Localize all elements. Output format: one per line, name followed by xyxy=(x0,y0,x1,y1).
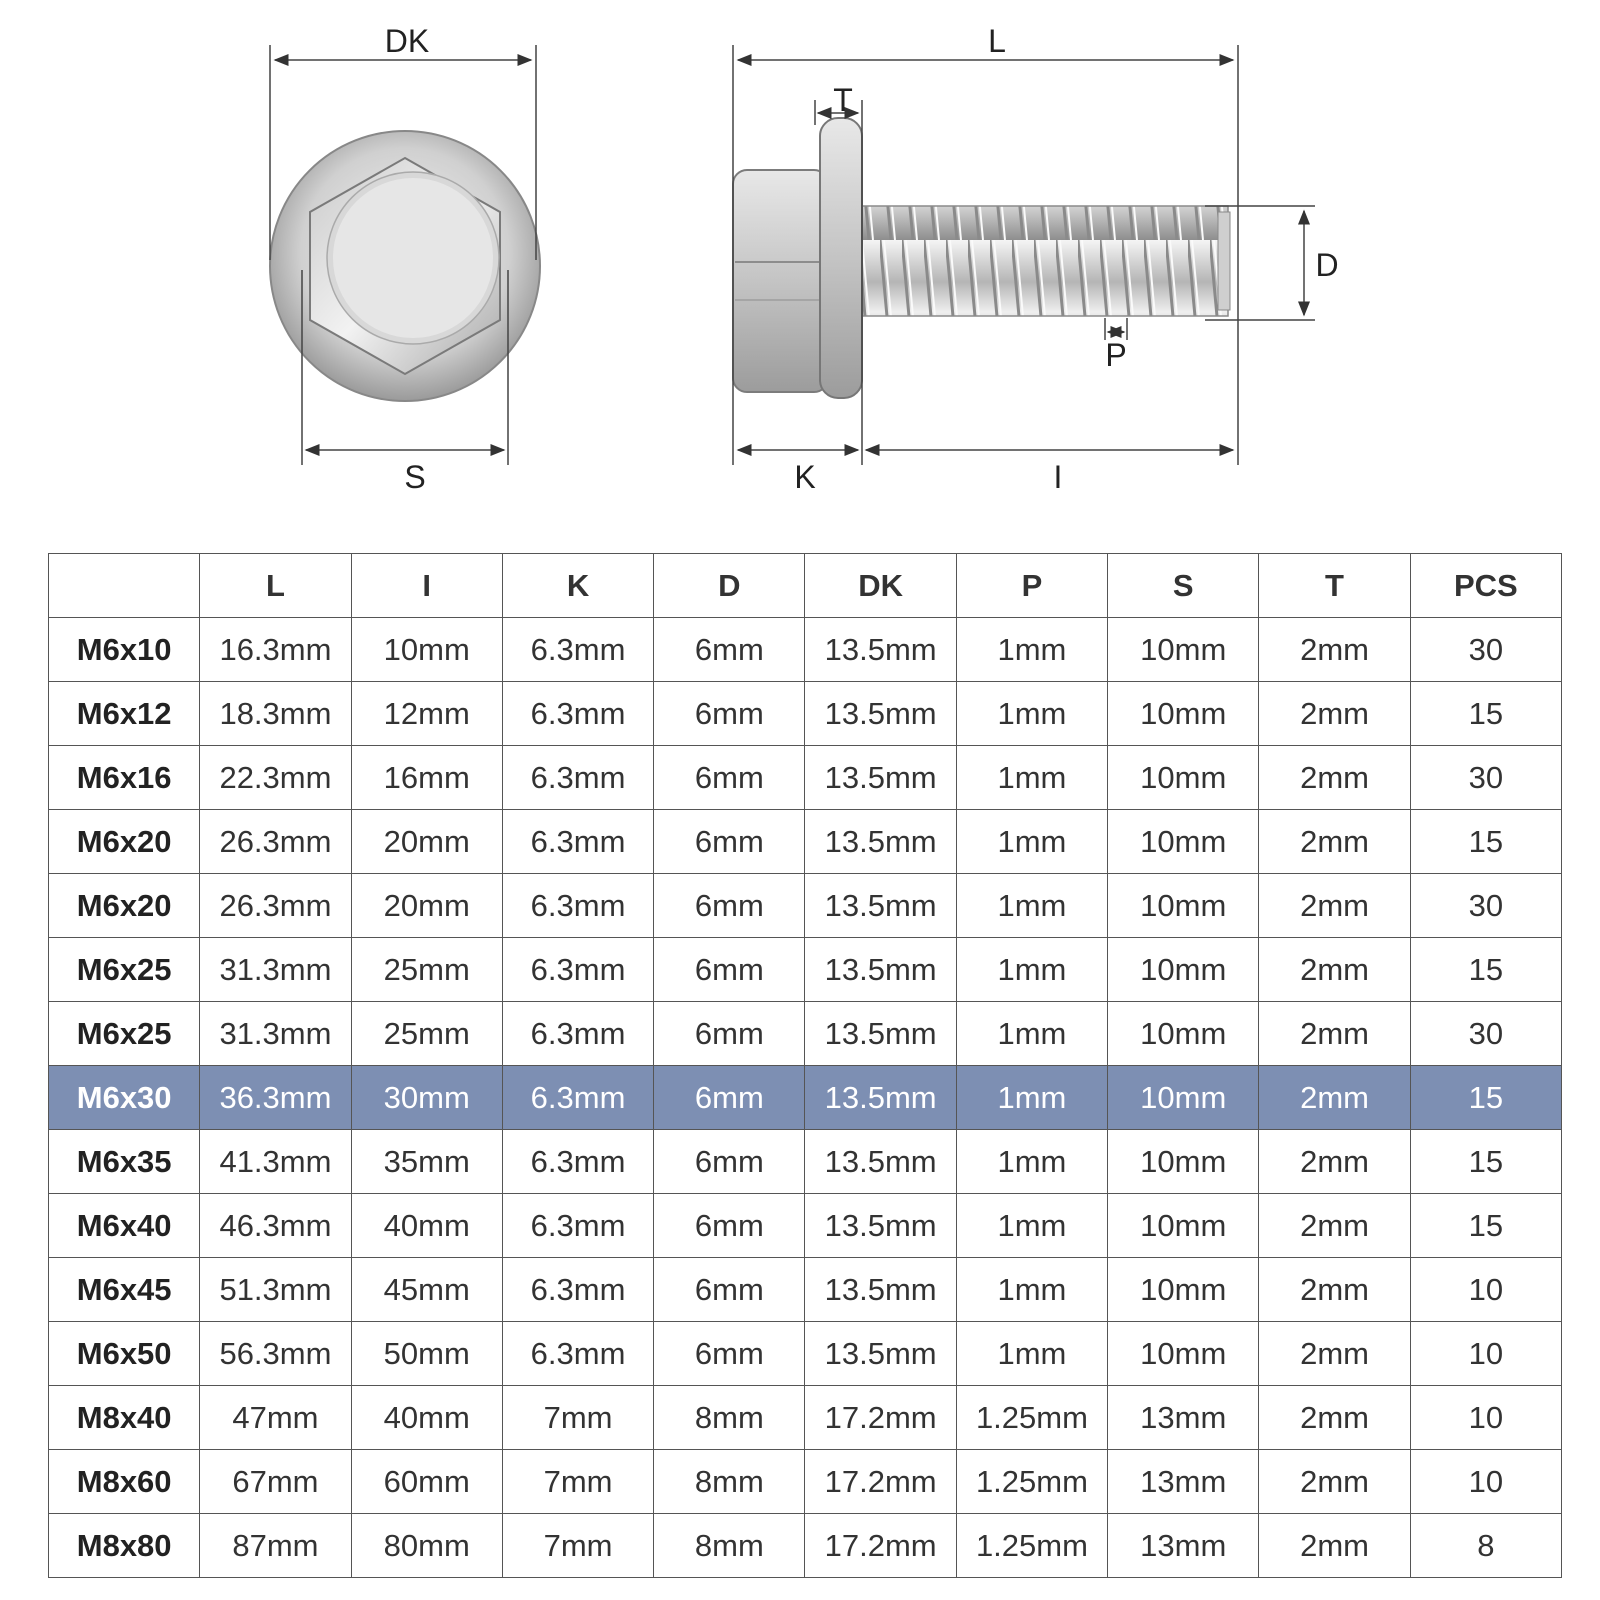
spec-table-container xyxy=(48,553,1562,1578)
table-cell: 2mm xyxy=(1259,810,1410,874)
table-cell: 6mm xyxy=(654,682,805,746)
column-header: I xyxy=(351,554,502,618)
table-cell: 8mm xyxy=(654,1514,805,1578)
table-cell: 6mm xyxy=(654,746,805,810)
table-cell: 2mm xyxy=(1259,1194,1410,1258)
table-cell: 12mm xyxy=(351,682,502,746)
table-cell: 10mm xyxy=(1108,1194,1259,1258)
table-cell: 15 xyxy=(1410,1130,1561,1194)
table-cell: 6.3mm xyxy=(502,682,653,746)
label-dk: DK xyxy=(384,23,430,59)
table-cell: 1mm xyxy=(956,938,1107,1002)
table-cell: 7mm xyxy=(502,1514,653,1578)
table-cell: 13mm xyxy=(1108,1450,1259,1514)
table-cell: 80mm xyxy=(351,1514,502,1578)
table-cell: 18.3mm xyxy=(200,682,351,746)
table-cell: 1mm xyxy=(956,1322,1107,1386)
table-cell: 2mm xyxy=(1259,682,1410,746)
table-cell: 6.3mm xyxy=(502,1322,653,1386)
table-cell: 2mm xyxy=(1259,1258,1410,1322)
table-cell: 6mm xyxy=(654,1130,805,1194)
bolt-top-view xyxy=(270,131,540,401)
table-cell: 16.3mm xyxy=(200,618,351,682)
column-header: T xyxy=(1259,554,1410,618)
table-row xyxy=(49,1450,1562,1514)
table-cell: 6mm xyxy=(654,874,805,938)
table-cell: 35mm xyxy=(351,1130,502,1194)
row-model-cell: M6x25 xyxy=(49,1002,200,1066)
table-cell: 10mm xyxy=(1108,810,1259,874)
table-cell: 2mm xyxy=(1259,1130,1410,1194)
table-cell: 1mm xyxy=(956,1066,1107,1130)
table-cell: 1.25mm xyxy=(956,1450,1107,1514)
table-cell: 8mm xyxy=(654,1386,805,1450)
table-cell: 6.3mm xyxy=(502,1066,653,1130)
table-cell: 13.5mm xyxy=(805,1322,956,1386)
bolt-side-view xyxy=(733,118,1230,398)
table-cell: 10mm xyxy=(1108,682,1259,746)
table-cell: 2mm xyxy=(1259,618,1410,682)
table-cell: 2mm xyxy=(1259,1514,1410,1578)
table-cell: 7mm xyxy=(502,1450,653,1514)
table-row xyxy=(49,1514,1562,1578)
table-cell: 20mm xyxy=(351,874,502,938)
table-cell: 2mm xyxy=(1259,1322,1410,1386)
table-cell: 51.3mm xyxy=(200,1258,351,1322)
table-row xyxy=(49,1322,1562,1386)
table-cell: 6.3mm xyxy=(502,1130,653,1194)
table-cell: 31.3mm xyxy=(200,1002,351,1066)
table-cell: 2mm xyxy=(1259,1066,1410,1130)
table-row xyxy=(49,874,1562,938)
row-model-cell: M6x35 xyxy=(49,1130,200,1194)
column-header: S xyxy=(1108,554,1259,618)
table-cell: 10mm xyxy=(351,618,502,682)
table-row xyxy=(49,1194,1562,1258)
table-cell: 2mm xyxy=(1259,938,1410,1002)
table-cell: 30 xyxy=(1410,746,1561,810)
table-cell: 6.3mm xyxy=(502,810,653,874)
table-cell: 1mm xyxy=(956,874,1107,938)
table-header-row xyxy=(49,554,1562,618)
table-cell: 13.5mm xyxy=(805,618,956,682)
table-cell: 15 xyxy=(1410,682,1561,746)
table-cell: 10mm xyxy=(1108,1322,1259,1386)
table-cell: 26.3mm xyxy=(200,810,351,874)
label-p: P xyxy=(1105,337,1127,373)
table-cell: 6.3mm xyxy=(502,1258,653,1322)
table-row xyxy=(49,1002,1562,1066)
row-model-cell: M6x12 xyxy=(49,682,200,746)
table-cell: 1mm xyxy=(956,746,1107,810)
table-row xyxy=(49,1066,1562,1130)
table-cell: 1.25mm xyxy=(956,1514,1107,1578)
table-cell: 13.5mm xyxy=(805,938,956,1002)
table-cell: 1mm xyxy=(956,1002,1107,1066)
table-cell: 36.3mm xyxy=(200,1066,351,1130)
table-cell: 50mm xyxy=(351,1322,502,1386)
row-model-cell: M6x20 xyxy=(49,874,200,938)
table-cell: 6.3mm xyxy=(502,618,653,682)
table-cell: 6mm xyxy=(654,1258,805,1322)
table-cell: 13.5mm xyxy=(805,1258,956,1322)
label-d: D xyxy=(1315,247,1339,283)
table-cell: 30 xyxy=(1410,618,1561,682)
table-cell: 40mm xyxy=(351,1194,502,1258)
table-cell: 10mm xyxy=(1108,1066,1259,1130)
row-model-cell: M6x10 xyxy=(49,618,200,682)
table-cell: 1mm xyxy=(956,682,1107,746)
table-cell: 67mm xyxy=(200,1450,351,1514)
table-cell: 6mm xyxy=(654,938,805,1002)
table-cell: 6.3mm xyxy=(502,746,653,810)
table-cell: 10mm xyxy=(1108,1258,1259,1322)
table-cell: 17.2mm xyxy=(805,1514,956,1578)
column-header: D xyxy=(654,554,805,618)
row-model-cell: M6x20 xyxy=(49,810,200,874)
table-cell: 6mm xyxy=(654,1194,805,1258)
table-cell: 2mm xyxy=(1259,1386,1410,1450)
table-cell: 2mm xyxy=(1259,1002,1410,1066)
table-cell: 1mm xyxy=(956,618,1107,682)
table-cell: 10 xyxy=(1410,1386,1561,1450)
table-row xyxy=(49,1130,1562,1194)
column-header: DK xyxy=(805,554,956,618)
row-model-cell: M6x50 xyxy=(49,1322,200,1386)
table-cell: 31.3mm xyxy=(200,938,351,1002)
table-cell: 6.3mm xyxy=(502,874,653,938)
table-cell: 6mm xyxy=(654,1066,805,1130)
row-model-cell: M8x80 xyxy=(49,1514,200,1578)
label-k: K xyxy=(794,459,816,495)
table-cell: 10mm xyxy=(1108,746,1259,810)
table-cell: 2mm xyxy=(1259,746,1410,810)
table-row xyxy=(49,938,1562,1002)
table-row xyxy=(49,682,1562,746)
table-row xyxy=(49,1386,1562,1450)
table-cell: 10 xyxy=(1410,1258,1561,1322)
table-cell: 45mm xyxy=(351,1258,502,1322)
row-model-cell: M6x16 xyxy=(49,746,200,810)
table-cell: 13.5mm xyxy=(805,874,956,938)
table-cell: 6.3mm xyxy=(502,938,653,1002)
table-cell: 46.3mm xyxy=(200,1194,351,1258)
table-cell: 10mm xyxy=(1108,618,1259,682)
table-cell: 13.5mm xyxy=(805,810,956,874)
row-model-cell: M8x40 xyxy=(49,1386,200,1450)
table-cell: 30 xyxy=(1410,1002,1561,1066)
table-row xyxy=(49,618,1562,682)
table-cell: 6mm xyxy=(654,1002,805,1066)
table-cell: 7mm xyxy=(502,1386,653,1450)
table-cell: 10mm xyxy=(1108,1130,1259,1194)
table-cell: 6.3mm xyxy=(502,1194,653,1258)
table-cell: 41.3mm xyxy=(200,1130,351,1194)
table-cell: 30mm xyxy=(351,1066,502,1130)
spec-table xyxy=(48,553,1562,1578)
table-cell: 17.2mm xyxy=(805,1450,956,1514)
column-header: P xyxy=(956,554,1107,618)
label-s: S xyxy=(404,459,426,495)
table-cell: 10mm xyxy=(1108,874,1259,938)
table-cell: 13.5mm xyxy=(805,1002,956,1066)
row-model-cell: M6x25 xyxy=(49,938,200,1002)
row-model-cell: M6x30 xyxy=(49,1066,200,1130)
table-cell: 6mm xyxy=(654,618,805,682)
table-cell: 6mm xyxy=(654,810,805,874)
table-cell: 13.5mm xyxy=(805,1066,956,1130)
table-cell: 17.2mm xyxy=(805,1386,956,1450)
label-t: T xyxy=(833,82,853,118)
table-cell: 13.5mm xyxy=(805,682,956,746)
column-header: K xyxy=(502,554,653,618)
row-model-cell: M6x40 xyxy=(49,1194,200,1258)
table-cell: 2mm xyxy=(1259,874,1410,938)
table-cell: 15 xyxy=(1410,938,1561,1002)
table-cell: 87mm xyxy=(200,1514,351,1578)
table-cell: 10mm xyxy=(1108,938,1259,1002)
table-cell: 16mm xyxy=(351,746,502,810)
table-cell: 1.25mm xyxy=(956,1386,1107,1450)
table-cell: 15 xyxy=(1410,1194,1561,1258)
label-l: L xyxy=(988,23,1006,59)
table-cell: 13mm xyxy=(1108,1386,1259,1450)
table-cell: 22.3mm xyxy=(200,746,351,810)
table-cell: 25mm xyxy=(351,1002,502,1066)
table-cell: 15 xyxy=(1410,810,1561,874)
table-cell: 6.3mm xyxy=(502,1002,653,1066)
table-cell: 15 xyxy=(1410,1066,1561,1130)
row-model-cell: M8x60 xyxy=(49,1450,200,1514)
table-body xyxy=(49,618,1562,1578)
table-cell: 10mm xyxy=(1108,1002,1259,1066)
table-cell: 1mm xyxy=(956,1130,1107,1194)
table-cell: 60mm xyxy=(351,1450,502,1514)
row-model-cell: M6x45 xyxy=(49,1258,200,1322)
table-cell: 13.5mm xyxy=(805,1194,956,1258)
table-cell: 56.3mm xyxy=(200,1322,351,1386)
table-row xyxy=(49,1258,1562,1322)
column-header: L xyxy=(200,554,351,618)
table-cell: 8 xyxy=(1410,1514,1561,1578)
table-cell: 13.5mm xyxy=(805,1130,956,1194)
table-cell: 8mm xyxy=(654,1450,805,1514)
table-cell: 13.5mm xyxy=(805,746,956,810)
table-cell: 6mm xyxy=(654,1322,805,1386)
table-row xyxy=(49,810,1562,874)
table-cell: 1mm xyxy=(956,810,1107,874)
table-cell: 20mm xyxy=(351,810,502,874)
table-cell: 13mm xyxy=(1108,1514,1259,1578)
table-cell: 1mm xyxy=(956,1194,1107,1258)
column-header: PCS xyxy=(1410,554,1561,618)
label-i: I xyxy=(1053,459,1063,495)
column-header xyxy=(49,554,200,618)
table-cell: 47mm xyxy=(200,1386,351,1450)
table-cell: 2mm xyxy=(1259,1450,1410,1514)
bolt-dimension-diagram xyxy=(0,0,1600,540)
table-cell: 26.3mm xyxy=(200,874,351,938)
table-row xyxy=(49,746,1562,810)
table-cell: 30 xyxy=(1410,874,1561,938)
table-cell: 40mm xyxy=(351,1386,502,1450)
table-cell: 25mm xyxy=(351,938,502,1002)
table-cell: 10 xyxy=(1410,1322,1561,1386)
table-cell: 10 xyxy=(1410,1450,1561,1514)
table-cell: 1mm xyxy=(956,1258,1107,1322)
